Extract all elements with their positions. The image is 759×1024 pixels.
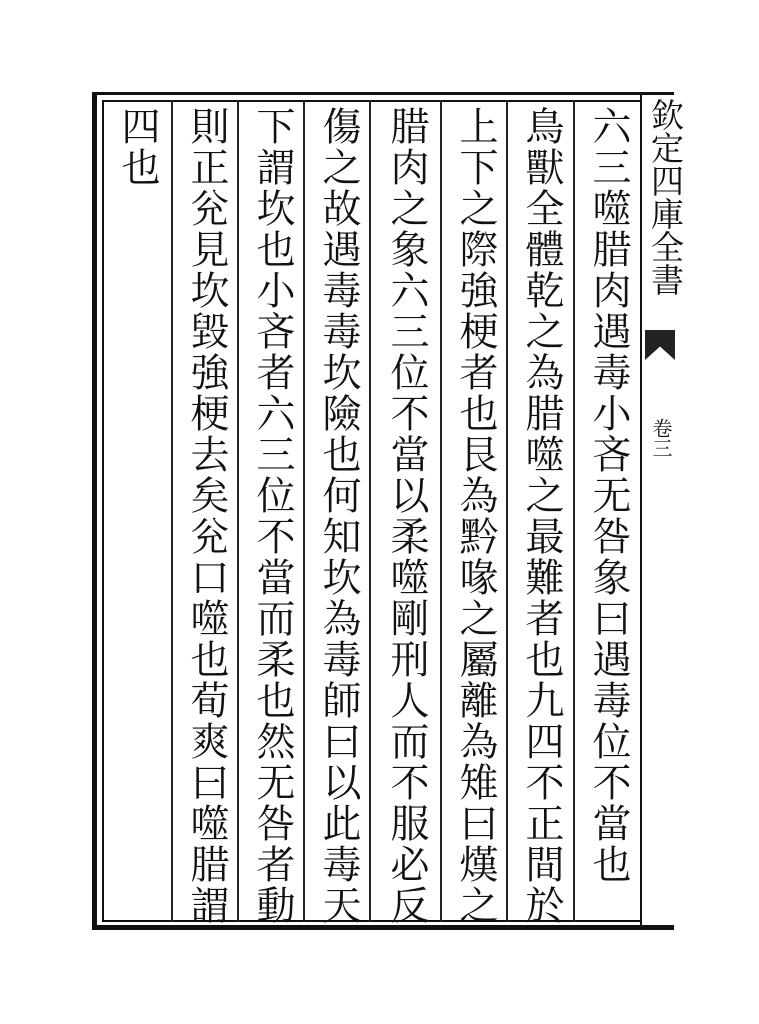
- book-title: 欽定四庫全書: [646, 98, 685, 296]
- text-column-6: 下謂坎也小吝者六三位不當而柔也然无咎者動: [250, 106, 295, 926]
- text-column-5: 傷之故遇毒毒坎險也何知坎為毒師曰以此毒天: [316, 106, 361, 926]
- text-column-7: 則正兊見坎毀強梗去矣兊口噬也荀爽曰噬腊謂: [184, 106, 229, 926]
- text-column-8: 四也: [115, 106, 160, 188]
- volume-label: 卷三: [649, 418, 673, 458]
- text-column-3: 上下之際強梗者也艮為黔喙之屬離為雉曰熯之: [453, 106, 498, 926]
- text-column-4: 腊肉之象六三位不當以柔噬剛刑人而不服必反: [384, 106, 429, 926]
- text-column-1: 六三噬腊肉遇毒小吝无咎象曰遇毒位不當也: [586, 106, 631, 885]
- text-column-2: 鳥獸全體乾之為腊噬之最難者也九四不正間於: [519, 106, 564, 926]
